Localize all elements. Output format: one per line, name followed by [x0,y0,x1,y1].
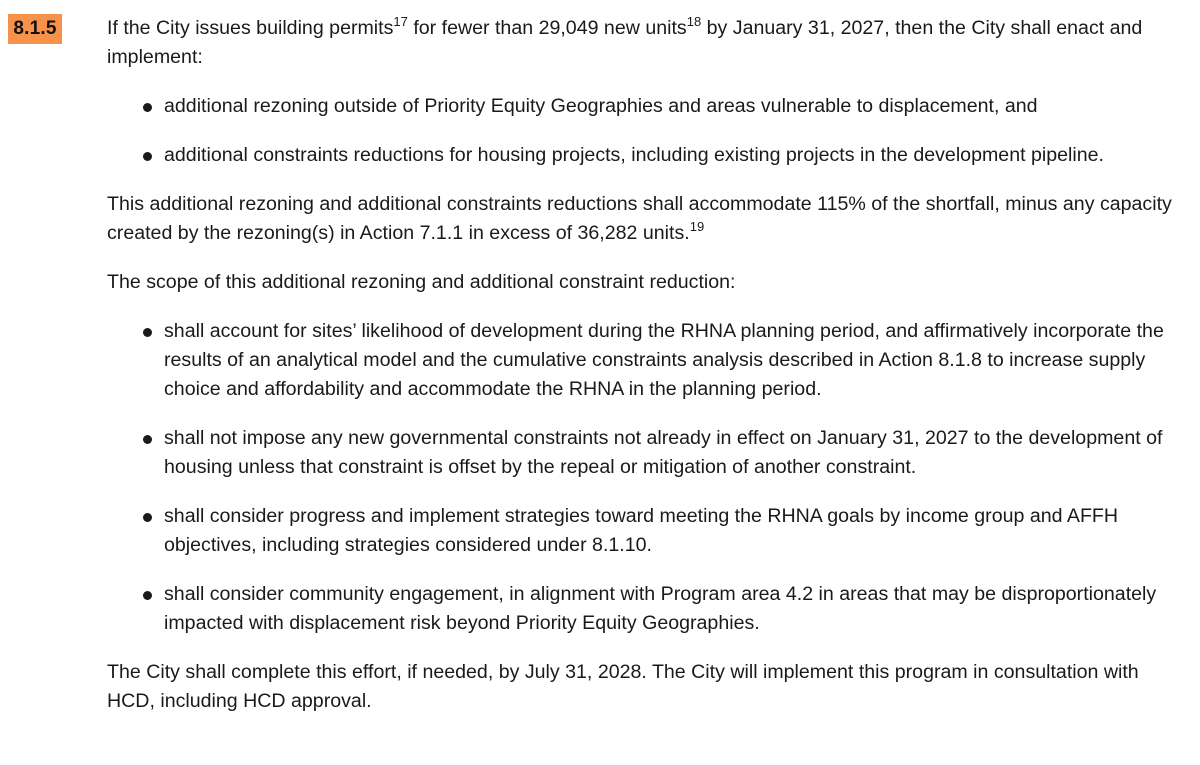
intro-paragraph: If the City issues building permits$^{17}$ for fewer than 29,049 new units$^{18}$ by January 31, 2027, then the City shall enact and implement: [107,14,1143,68]
scope-paragraph: The scope of this additional rezoning and additional constraint reduction: [107,271,736,293]
list-item: shall account for sites’ likelihood of development during the RHNA planning period, and affirmatively incorporate the results of an analytical model and the cumulative constraints analysis described in Action 8.1.8 to increase supply choice and affordability and accommodate the RHNA in the planning period. [164,317,1182,404]
program-text [107,14,1182,736]
list-item: shall consider community engagement, in alignment with Program area 4.2 in areas that may be disproportionately impacted with displacement risk beyond Priority Equity Geographies. [164,580,1182,638]
completion-paragraph: The City shall complete this effort, if needed, by July 31, 2028. The City will implement this program in consultation with HCD, including HCD approval. [107,661,1139,712]
list-item: shall not impose any new governmental constraints not already in effect on January 31, 2027 to the development of housing unless that constraint is offset by the repeal or mitigation of another constraint. [164,424,1182,482]
list-item: additional constraints reductions for housing projects, including existing projects in the development pipeline. [164,141,1182,170]
list-item: additional rezoning outside of Priority Equity Geographies and areas vulnerable to displacement, and [164,92,1182,121]
enactment-list [107,92,1182,170]
shortfall-paragraph: This additional rezoning and additional constraints reductions shall accommodate 115% of the shortfall, minus any capacity created by the rezoning(s) in Action 7.1.1 in excess of 36,282 units.$^{19}$ [107,193,1172,244]
footnote-ref-17[interactable]: 17 [393,14,408,29]
section-number-badge: 8.1.5 [8,14,62,44]
footnote-ref-19[interactable]: 19 [689,219,705,234]
list-item: shall consider progress and implement strategies toward meeting the RHNA goals by income group and AFFH objectives, including strategies considered under 8.1.10. [164,502,1182,560]
footnote-ref-18[interactable]: 18 [686,14,702,29]
scope-list [107,317,1182,638]
